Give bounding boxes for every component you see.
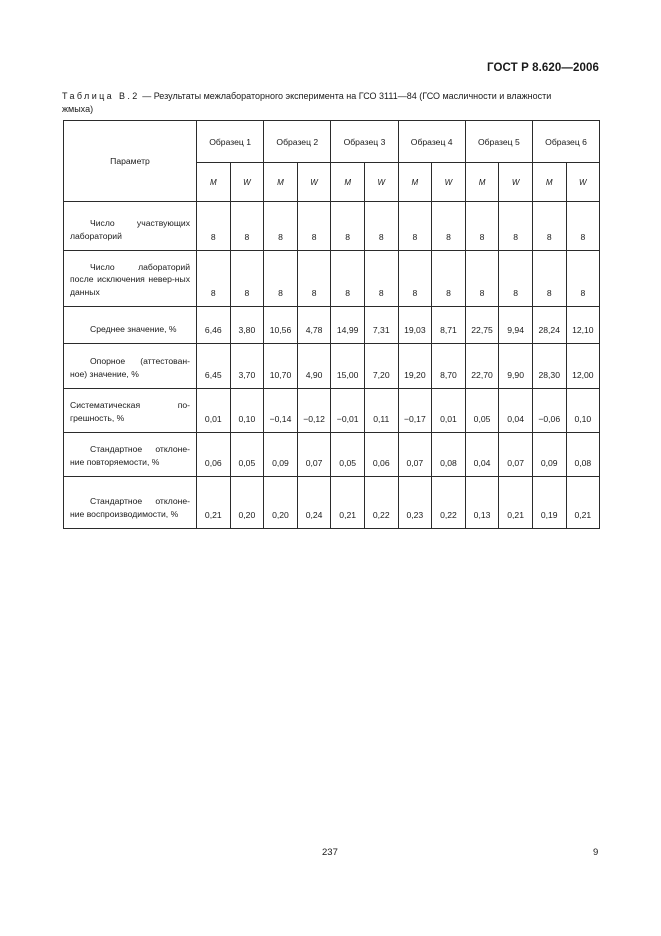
value-cell: 12,00 — [566, 344, 600, 389]
value-cell: 8 — [499, 251, 533, 307]
value-cell: 8 — [297, 251, 331, 307]
value-cell: 8 — [264, 202, 298, 251]
value-cell: 0,07 — [398, 433, 432, 477]
sample-header: Образец 2 — [264, 121, 331, 163]
value-cell: 8 — [432, 251, 466, 307]
value-cell: 7,31 — [364, 307, 398, 344]
value-cell: 8 — [364, 202, 398, 251]
subcol-header: W — [230, 163, 264, 202]
value-cell: 0,05 — [331, 433, 365, 477]
table-row — [64, 344, 600, 389]
value-cell: 10,70 — [264, 344, 298, 389]
value-cell: 8 — [432, 202, 466, 251]
value-cell: 0,04 — [499, 389, 533, 433]
value-cell: 0,09 — [532, 433, 566, 477]
value-cell: 8 — [331, 202, 365, 251]
table-row — [64, 251, 600, 307]
value-cell: −0,06 — [532, 389, 566, 433]
value-cell: −0,17 — [398, 389, 432, 433]
value-cell: 8,70 — [432, 344, 466, 389]
value-cell: 28,30 — [532, 344, 566, 389]
value-cell: 9,94 — [499, 307, 533, 344]
value-cell: 8 — [566, 251, 600, 307]
table-row — [64, 202, 600, 251]
sample-header: Образец 3 — [331, 121, 398, 163]
value-cell: 0,21 — [499, 477, 533, 529]
value-cell: 4,90 — [297, 344, 331, 389]
value-cell: 8 — [499, 202, 533, 251]
sample-header: Образец 6 — [532, 121, 599, 163]
value-cell: 0,13 — [465, 477, 499, 529]
value-cell: 8 — [331, 251, 365, 307]
value-cell: 0,09 — [264, 433, 298, 477]
value-cell: 8 — [398, 251, 432, 307]
sample-header: Образец 4 — [398, 121, 465, 163]
param-label: Стандартное отклоне-ние воспроизводимости, % — [64, 477, 197, 529]
value-cell: 8 — [465, 202, 499, 251]
subcol-header: W — [566, 163, 600, 202]
value-cell: 0,11 — [364, 389, 398, 433]
value-cell: 0,19 — [532, 477, 566, 529]
value-cell: 0,05 — [465, 389, 499, 433]
value-cell: 0,21 — [197, 477, 231, 529]
value-cell: 8 — [230, 251, 264, 307]
document-standard-id: ГОСТ Р 8.620—2006 — [487, 62, 599, 74]
value-cell: 8,71 — [432, 307, 466, 344]
value-cell: 4,78 — [297, 307, 331, 344]
subcol-header: M — [331, 163, 365, 202]
value-cell: 8 — [566, 202, 600, 251]
value-cell: 0,06 — [197, 433, 231, 477]
value-cell: 8 — [297, 202, 331, 251]
param-label: Среднее значение, % — [64, 307, 197, 344]
value-cell: 28,24 — [532, 307, 566, 344]
subcol-header: W — [297, 163, 331, 202]
table-row — [64, 433, 600, 477]
sample-header: Образец 1 — [197, 121, 264, 163]
value-cell: 8 — [465, 251, 499, 307]
value-cell: 8 — [230, 202, 264, 251]
value-cell: 0,04 — [465, 433, 499, 477]
value-cell: 22,70 — [465, 344, 499, 389]
value-cell: 0,06 — [364, 433, 398, 477]
value-cell: 0,05 — [230, 433, 264, 477]
subcol-header: M — [264, 163, 298, 202]
value-cell: 0,08 — [432, 433, 466, 477]
param-label: Систематическая по-грешность, % — [64, 389, 197, 433]
value-cell: 7,20 — [364, 344, 398, 389]
value-cell: 6,45 — [197, 344, 231, 389]
value-cell: 8 — [532, 202, 566, 251]
value-cell: 0,10 — [566, 389, 600, 433]
sample-header: Образец 5 — [465, 121, 532, 163]
subcol-header: W — [499, 163, 533, 202]
subcol-header: W — [364, 163, 398, 202]
param-header: Параметр — [64, 121, 197, 202]
value-cell: 12,10 — [566, 307, 600, 344]
subcol-header: M — [532, 163, 566, 202]
subcol-header: W — [432, 163, 466, 202]
value-cell: 8 — [532, 251, 566, 307]
subcol-header: M — [398, 163, 432, 202]
value-cell: 8 — [398, 202, 432, 251]
table-row — [64, 389, 600, 433]
value-cell: 3,70 — [230, 344, 264, 389]
value-cell: 8 — [197, 202, 231, 251]
value-cell: 0,24 — [297, 477, 331, 529]
value-cell: −0,01 — [331, 389, 365, 433]
value-cell: 0,22 — [432, 477, 466, 529]
param-label: Число участвующих лабораторий — [64, 202, 197, 251]
subcol-header: M — [197, 163, 231, 202]
value-cell: 9,90 — [499, 344, 533, 389]
value-cell: 0,20 — [264, 477, 298, 529]
value-cell: −0,12 — [297, 389, 331, 433]
results-table — [63, 120, 600, 529]
table-caption-text-cont: жмыха) — [62, 103, 94, 114]
table-caption — [62, 90, 602, 115]
param-label: Стандартное отклоне-ние повторяемости, % — [64, 433, 197, 477]
value-cell: 0,07 — [499, 433, 533, 477]
value-cell: 0,21 — [331, 477, 365, 529]
value-cell: 0,21 — [566, 477, 600, 529]
page-number-alt: 9 — [593, 847, 599, 858]
param-label: Число лабораторий после исключения невер-ных данных — [64, 251, 197, 307]
value-cell: 0,01 — [197, 389, 231, 433]
value-cell: 8 — [264, 251, 298, 307]
page-number: 237 — [322, 847, 338, 858]
value-cell: 15,00 — [331, 344, 365, 389]
value-cell: 0,22 — [364, 477, 398, 529]
value-cell: 10,56 — [264, 307, 298, 344]
value-cell: 8 — [364, 251, 398, 307]
value-cell: 14,99 — [331, 307, 365, 344]
subcol-header: M — [465, 163, 499, 202]
value-cell: 3,80 — [230, 307, 264, 344]
value-cell: 0,10 — [230, 389, 264, 433]
value-cell: 8 — [197, 251, 231, 307]
table-caption-text: — Результаты межлабораторного эксперимента на ГСО 3111—84 (ГСО масличности и влажности — [139, 91, 552, 101]
value-cell: 6,46 — [197, 307, 231, 344]
value-cell: 0,07 — [297, 433, 331, 477]
param-label: Опорное (аттестован-ное) значение, % — [64, 344, 197, 389]
table-row — [64, 477, 600, 529]
value-cell: −0,14 — [264, 389, 298, 433]
value-cell: 19,03 — [398, 307, 432, 344]
value-cell: 0,01 — [432, 389, 466, 433]
table-row — [64, 307, 600, 344]
value-cell: 22,75 — [465, 307, 499, 344]
value-cell: 19,20 — [398, 344, 432, 389]
value-cell: 0,23 — [398, 477, 432, 529]
table-caption-label: Таблица В.2 — [62, 91, 140, 101]
value-cell: 0,20 — [230, 477, 264, 529]
value-cell: 0,08 — [566, 433, 600, 477]
